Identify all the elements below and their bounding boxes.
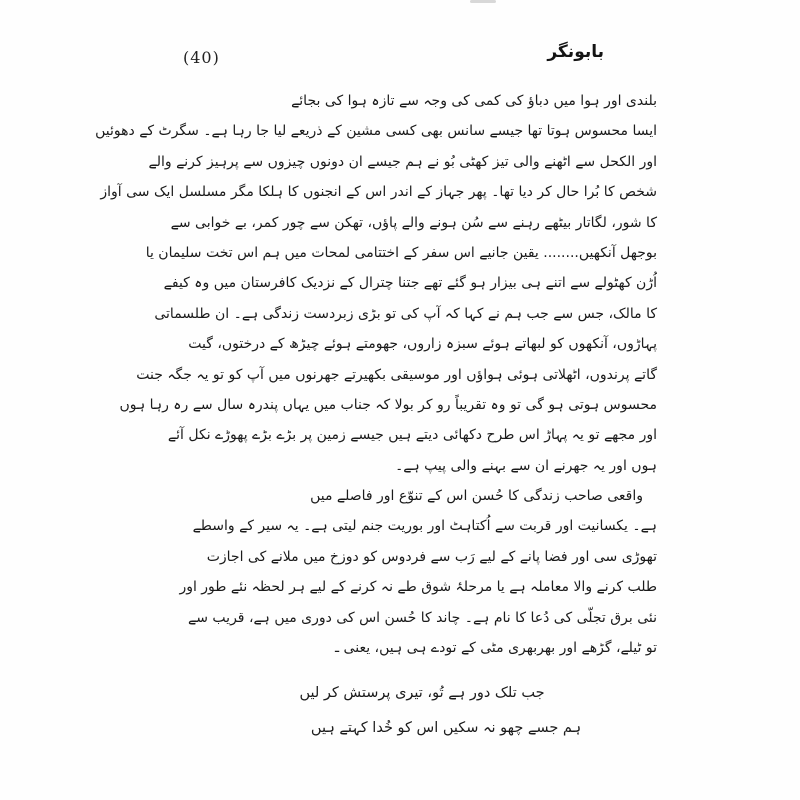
text-line: اور الکحل سے اٹھنے والی تیز کھٹی بُو نے ہم جیسے ان دونوں چیزوں سے پرہیز کرنے والے bbox=[148, 153, 657, 170]
scan-artifact bbox=[470, 0, 496, 3]
verse-line: جب تلک دور ہے تُو، تیری پرستش کر لیں bbox=[299, 685, 545, 701]
page-number: (40) bbox=[183, 48, 220, 67]
text-line: بلندی اور ہوا میں دباؤ کی کمی کی وجہ سے تازہ ہوا کی بجائے bbox=[291, 93, 657, 109]
body-text-block bbox=[95, 86, 657, 663]
paragraph-start-line: واقعی صاحب زندگی کا حُسن اس کے تنوّع اور فاصلے میں bbox=[310, 488, 643, 505]
running-header-title: بابونگر bbox=[547, 42, 604, 62]
text-line: اور مجھے تو یہ پہاڑ اس طرح دکھائی دیتے ہیں جیسے زمین پر بڑے بڑے پھوڑے نکل آئے bbox=[167, 427, 657, 444]
text-line: طلب کرنے والا معاملہ ہے یا مرحلۂ شوق طے نہ کرنے کے لیے ہر لحظہ نئے طور اور bbox=[179, 579, 657, 596]
text-line: تو ٹیلے، گڑھے اور بھربھری مٹی کے تودے ہی ہیں، یعنی ـ bbox=[335, 640, 657, 657]
text-line: نئی برق تجلّی کی دُعا کا نام ہے۔ چاند کا حُسن اس کی دوری میں ہے، قریب سے bbox=[188, 609, 657, 626]
verse-block bbox=[143, 676, 657, 746]
text-line: کا شور، لگاتار بیٹھے رہنے سے سُن ہونے والے پاؤں، تھکن سے چور کمر، بے خوابی سے bbox=[170, 214, 657, 231]
text-line: شخص کا بُرا حال کر دیا تھا۔ پھر جہاز کے اندر اس کے انجنوں کا ہلکا مگر مسلسل ایک سی آواز bbox=[100, 184, 657, 201]
text-line: ہے۔ یکسانیت اور قربت سے اُکتاہٹ اور بوریت جنم لیتی ہے۔ یہ سیر کے واسطے bbox=[192, 518, 657, 535]
text-line: پہاڑوں، آنکھوں کو لبھاتے ہوئے سبزہ زاروں، جھومتے ہوئے چیڑھ کے درختوں، گیت bbox=[188, 336, 657, 353]
text-line: محسوس ہوتی ہو گی تو وہ تقریباً رو کر بولا کہ جناب میں یہاں پندرہ سال سے رہ رہا ہوں bbox=[119, 396, 657, 413]
text-line: اُڑن کھٹولے سے اتنے ہی بیزار ہو گئے تھے جتنا چترال کے نزدیک کافرستان میں وہ کیفے bbox=[163, 275, 657, 292]
verse-line: ہم جسے چھو نہ سکیں اس کو خُدا کہتے ہیں bbox=[310, 720, 582, 736]
text-line: ہوں اور یہ جھرنے ان سے بہنے والی پیپ ہے۔ bbox=[395, 457, 657, 474]
text-line: تھوڑی سی اور فضا پانے کے لیے رَب سے فردوس کو دوزخ میں ملانے کی اجازت bbox=[206, 548, 657, 565]
text-line: ایسا محسوس ہوتا تھا جیسے سانس بھی کسی مشین کے ذریعے لیا جا رہا ہے۔ سگرٹ کے دھوئیں bbox=[95, 123, 657, 140]
text-line: بوجھل آنکھیں........ یقین جانیے اس سفر کے اختتامی لمحات میں ہم اس تخت سلیمان یا bbox=[145, 244, 657, 261]
text-line: گاتے پرندوں، اٹھلاتی ہوئی ہواؤں اور موسیقی بکھیرتے جھرنوں میں آپ کو تو یہ جگہ جنت bbox=[136, 366, 657, 383]
text-line: کا مالک، جس سے جب ہم نے کہا کہ آپ کی تو بڑی زبردست زندگی ہے۔ ان طلسماتی bbox=[154, 305, 657, 322]
